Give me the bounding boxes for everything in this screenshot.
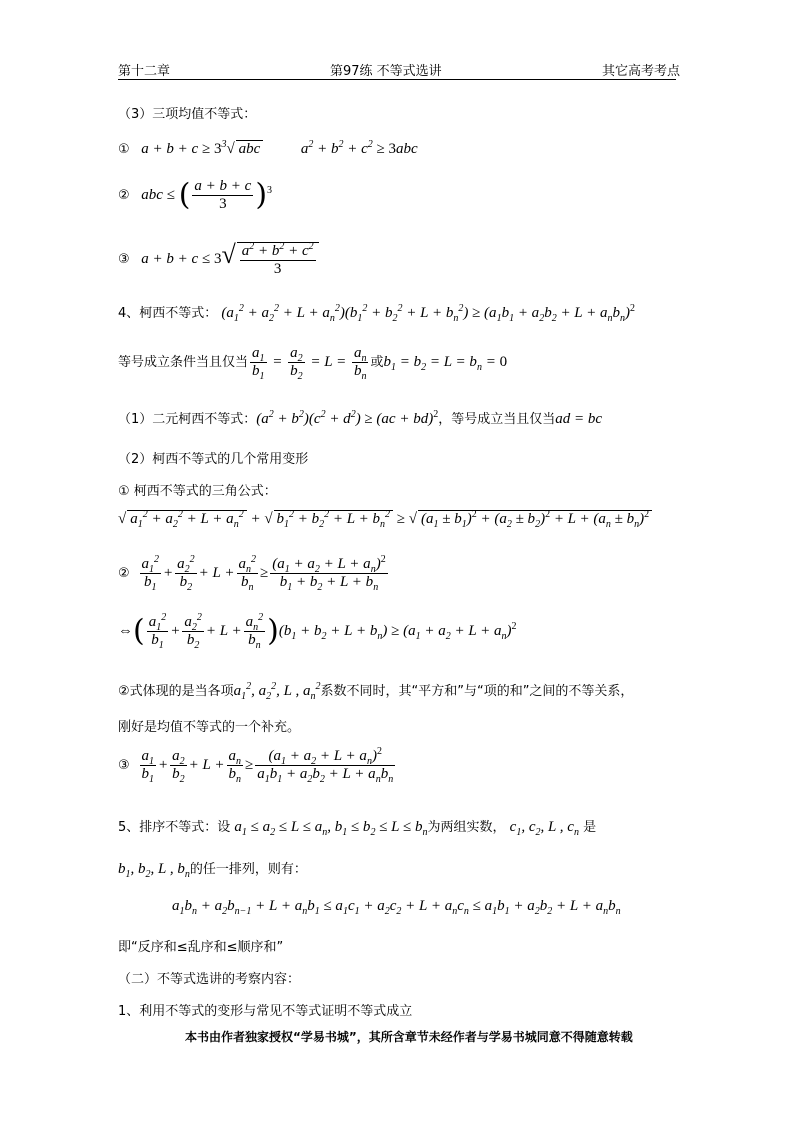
math-expression: ad = bc (555, 411, 602, 427)
rearrangement-summary: 即“反序和≤乱序和≤顺序和” (118, 940, 284, 955)
item-marker: ③ (118, 252, 130, 267)
header-title: 第97练 不等式选讲 (330, 64, 442, 79)
formula-triangle (118, 510, 652, 528)
equality-prefix: 等号成立条件当且仅当 (118, 354, 249, 370)
math-expression: $\frac{a_1}{b_1}$ + $\frac{a_2}{b_2}$ + L + $\frac{a_n}{b_n}$ ≥ $\frac{(a_1 + a_2 + L + a_n)^2}{a_1b_1 + a_2b_2 + L + a_nb_n}$ (141, 746, 394, 785)
header-divider (118, 79, 676, 80)
formula-three-mean-1 (118, 140, 418, 158)
note-text: 系数不同时，其“平方和”与“项的和”之间的不等关系， (320, 684, 634, 699)
item-marker: ① (118, 142, 130, 157)
item-marker: ③ (118, 757, 130, 773)
math-expression: $a_1b_n + a_2b_{n-1} + L + a_nb_1 \le a_1c_1 + a_2c_2 + L + a_nc_n \le a_1b_1 + a_2b_2 + L + a_nb_n$ (172, 898, 621, 917)
rearrangement-line2 (118, 858, 307, 878)
math-expression: abc ≤ ( $\frac{a + b + c}{3}$ )$^3$ (133, 177, 273, 213)
math-expression: $b_1$, $b_2$, L , $b_n$ (118, 861, 190, 880)
formula-three-mean-2 (118, 178, 272, 213)
formula-three-mean-3 (118, 240, 319, 278)
item-marker: ② (118, 187, 130, 203)
rearr-text: 的任一排列，则有： (189, 862, 307, 877)
math-expression: ⇔( $\frac{a_1^2}{b_1}$ + $\frac{a_2^2}{b_2}$ + L + $\frac{a_n^2}{b_n}$ )$(b_1 + b_2 + L + b_n) \ge (a_1 + a_2 + L + a_n)^2$ (118, 612, 517, 651)
triangle-title: ① 柯西不等式的三角公式： (118, 484, 277, 499)
math-expression: $a_1^2$, $a_2^2$, L , $a_n^2$ (233, 681, 321, 702)
variants-title: （2）柯西不等式的几个常用变形 (118, 452, 309, 467)
equality-or: 或 (370, 354, 384, 370)
header-topic: 其它高考考点 (602, 64, 681, 79)
rearr-text: 5、排序不等式：设 (118, 820, 231, 835)
three-mean-title: （3）三项均值不等式： (118, 107, 257, 122)
item-marker: ② (118, 565, 130, 581)
math-expression: √ $a_1^2 + a_2^2 + L + a_n^2$ + √ $b_1^2 + b_2^2 + L + b_n^2$ ≥ √ $(a_1 \pm b_1)^2 + (a_2 \pm b_2)^2 + L + (a_n \pm b_n)^2$ (118, 511, 652, 527)
variant-note-line1 (118, 680, 633, 700)
cauchy-equality (118, 345, 507, 380)
footer-copyright: 本书由作者独家授权“学易书城”，其所含章节未经作者与学易书城同意不得随意转载 (185, 1030, 633, 1044)
rearrangement-title (118, 816, 596, 836)
math-expression: $c_1$, $c_2$, L , $c_n$ (509, 819, 579, 838)
math-expression: a + b + c ≤ 3√ $\frac{a^2 + b^2 + c^2}{3}$ (134, 251, 319, 267)
rearr-text: 为两组实数， (427, 820, 506, 835)
formula-variant-2-equivalent (118, 614, 517, 649)
formula-variant-3 (118, 748, 397, 783)
note-text: ②式体现的是当各项 (118, 684, 234, 699)
cauchy-title: 4、柯西不等式： (118, 306, 218, 321)
part2-title: （二）不等式选讲的考察内容： (118, 972, 301, 987)
formula-variant-2 (118, 556, 390, 591)
two-var-suffix: ，等号成立当且仅当 (438, 412, 556, 427)
cauchy-inequality (118, 302, 635, 322)
math-expression: $a_1 \le a_2 \le L \le a_n$, $b_1 \le b_2 \le L \le b_n$ (234, 819, 428, 838)
rearrangement-formula (172, 898, 621, 915)
two-var-cauchy (118, 408, 602, 428)
part2-item1: 1、利用不等式的变形与常见不等式证明不等式成立 (118, 1004, 413, 1019)
math-expression: $b_1 = b_2 = L = b_n = 0$ (383, 353, 508, 373)
math-expression: $a + b + c \ge 3^3√$ abc $a^2 + b^2 + c^2 \ge 3abc$ (133, 139, 418, 157)
math-expression: $(a_1^2 + a_2^2 + L + a_n^2)(b_1^2 + b_2^2 + L + b_n^2) \ge (a_1b_1 + a_2b_2 + L + a_nb_n)^2$ (221, 303, 636, 324)
two-var-title: （1）二元柯西不等式： (118, 412, 257, 427)
header-chapter: 第十二章 (118, 64, 171, 79)
rearr-text: 是 (583, 820, 597, 835)
variant-note-line2: 刚好是均值不等式的一个补充。 (118, 720, 301, 735)
math-expression: $\frac{a_1^2}{b_1}$ + $\frac{a_2^2}{b_2}$ + L + $\frac{a_n^2}{b_n}$ ≥ $\frac{(a_1 + a_2 + L + a_n)^2}{b_1 + b_2 + L + b_n}$ (141, 554, 386, 593)
math-expression: $(a^2 + b^2)(c^2 + d^2) \ge (ac + bd)^2$ (256, 409, 439, 427)
math-expression: $\frac{a_1}{b_1}$ = $\frac{a_2}{b_2}$ = L = $\frac{a_n}{b_n}$ (252, 345, 367, 382)
